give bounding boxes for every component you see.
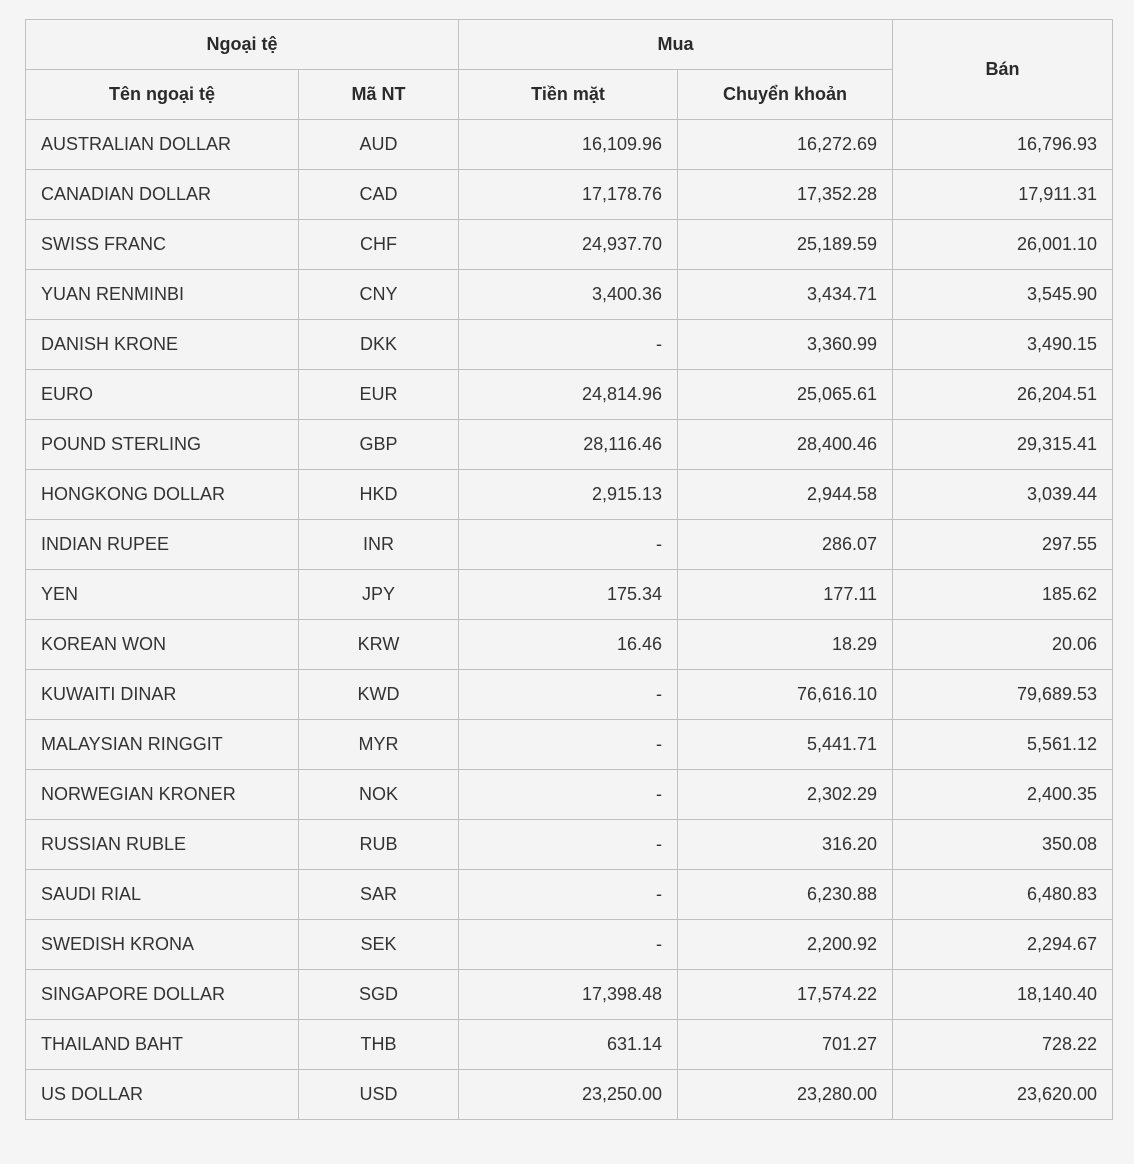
currency-name-cell: NORWEGIAN KRONER xyxy=(26,770,299,820)
cash-buy-cell: 2,915.13 xyxy=(459,470,678,520)
cash-buy-cell: 23,250.00 xyxy=(459,1070,678,1120)
transfer-buy-cell: 177.11 xyxy=(678,570,893,620)
transfer-buy-cell: 2,302.29 xyxy=(678,770,893,820)
cash-buy-cell: - xyxy=(459,670,678,720)
currency-code-cell: EUR xyxy=(299,370,459,420)
currency-code-cell: INR xyxy=(299,520,459,570)
cash-buy-cell: 17,398.48 xyxy=(459,970,678,1020)
table-row xyxy=(26,320,1113,370)
transfer-buy-cell: 701.27 xyxy=(678,1020,893,1070)
currency-name-cell: YUAN RENMINBI xyxy=(26,270,299,320)
cash-buy-cell: - xyxy=(459,770,678,820)
currency-code-cell: USD xyxy=(299,1070,459,1120)
currency-code-cell: NOK xyxy=(299,770,459,820)
sell-cell: 26,204.51 xyxy=(893,370,1113,420)
sell-cell: 3,545.90 xyxy=(893,270,1113,320)
transfer-buy-cell: 28,400.46 xyxy=(678,420,893,470)
currency-code-cell: RUB xyxy=(299,820,459,870)
exchange-rates-table xyxy=(25,19,1113,1120)
sell-cell: 728.22 xyxy=(893,1020,1113,1070)
sell-cell: 79,689.53 xyxy=(893,670,1113,720)
cash-buy-cell: 175.34 xyxy=(459,570,678,620)
cash-buy-cell: - xyxy=(459,320,678,370)
currency-code-cell: KRW xyxy=(299,620,459,670)
rates-table-body xyxy=(26,120,1113,1120)
sell-cell: 297.55 xyxy=(893,520,1113,570)
transfer-buy-cell: 17,574.22 xyxy=(678,970,893,1020)
currency-name-cell: KOREAN WON xyxy=(26,620,299,670)
table-row xyxy=(26,820,1113,870)
currency-code-cell: DKK xyxy=(299,320,459,370)
currency-name-cell: SWISS FRANC xyxy=(26,220,299,270)
transfer-buy-cell: 5,441.71 xyxy=(678,720,893,770)
sell-cell: 26,001.10 xyxy=(893,220,1113,270)
cash-buy-cell: 24,814.96 xyxy=(459,370,678,420)
currency-name-cell: INDIAN RUPEE xyxy=(26,520,299,570)
sell-cell: 185.62 xyxy=(893,570,1113,620)
table-row xyxy=(26,370,1113,420)
currency-group-header: Ngoại tệ xyxy=(26,20,459,70)
currency-code-header: Mã NT xyxy=(299,70,459,120)
transfer-buy-cell: 286.07 xyxy=(678,520,893,570)
currency-name-cell: SWEDISH KRONA xyxy=(26,920,299,970)
cash-buy-header: Tiền mặt xyxy=(459,70,678,120)
table-row xyxy=(26,670,1113,720)
transfer-buy-cell: 17,352.28 xyxy=(678,170,893,220)
currency-name-cell: EURO xyxy=(26,370,299,420)
cash-buy-cell: 16,109.96 xyxy=(459,120,678,170)
cash-buy-cell: 16.46 xyxy=(459,620,678,670)
table-header xyxy=(26,20,1113,120)
table-row xyxy=(26,1020,1113,1070)
transfer-buy-cell: 316.20 xyxy=(678,820,893,870)
table-row xyxy=(26,520,1113,570)
currency-code-cell: SAR xyxy=(299,870,459,920)
cash-buy-cell: - xyxy=(459,920,678,970)
sell-cell: 20.06 xyxy=(893,620,1113,670)
cash-buy-cell: 24,937.70 xyxy=(459,220,678,270)
table-row xyxy=(26,120,1113,170)
sell-cell: 350.08 xyxy=(893,820,1113,870)
currency-code-cell: THB xyxy=(299,1020,459,1070)
currency-name-cell: DANISH KRONE xyxy=(26,320,299,370)
currency-code-cell: SEK xyxy=(299,920,459,970)
transfer-buy-cell: 25,065.61 xyxy=(678,370,893,420)
currency-code-cell: CNY xyxy=(299,270,459,320)
table-row xyxy=(26,220,1113,270)
table-row xyxy=(26,170,1113,220)
sell-cell: 3,039.44 xyxy=(893,470,1113,520)
currency-code-cell: AUD xyxy=(299,120,459,170)
cash-buy-cell: - xyxy=(459,870,678,920)
sell-cell: 2,294.67 xyxy=(893,920,1113,970)
cash-buy-cell: 28,116.46 xyxy=(459,420,678,470)
currency-code-cell: CHF xyxy=(299,220,459,270)
table-row xyxy=(26,920,1113,970)
header-group-row xyxy=(26,20,1113,70)
currency-code-cell: KWD xyxy=(299,670,459,720)
currency-name-cell: AUSTRALIAN DOLLAR xyxy=(26,120,299,170)
table-row xyxy=(26,270,1113,320)
currency-code-cell: SGD xyxy=(299,970,459,1020)
sell-cell: 3,490.15 xyxy=(893,320,1113,370)
table-row xyxy=(26,620,1113,670)
currency-name-cell: POUND STERLING xyxy=(26,420,299,470)
cash-buy-cell: 631.14 xyxy=(459,1020,678,1070)
sell-cell: 23,620.00 xyxy=(893,1070,1113,1120)
sell-cell: 18,140.40 xyxy=(893,970,1113,1020)
sell-cell: 5,561.12 xyxy=(893,720,1113,770)
currency-code-cell: CAD xyxy=(299,170,459,220)
currency-name-cell: THAILAND BAHT xyxy=(26,1020,299,1070)
currency-name-cell: HONGKONG DOLLAR xyxy=(26,470,299,520)
transfer-buy-cell: 3,434.71 xyxy=(678,270,893,320)
currency-name-header: Tên ngoại tệ xyxy=(26,70,299,120)
currency-name-cell: MALAYSIAN RINGGIT xyxy=(26,720,299,770)
currency-code-cell: HKD xyxy=(299,470,459,520)
currency-name-cell: SINGAPORE DOLLAR xyxy=(26,970,299,1020)
sell-header: Bán xyxy=(893,20,1113,120)
currency-name-cell: SAUDI RIAL xyxy=(26,870,299,920)
currency-code-cell: GBP xyxy=(299,420,459,470)
table-row xyxy=(26,870,1113,920)
currency-name-cell: YEN xyxy=(26,570,299,620)
transfer-buy-cell: 25,189.59 xyxy=(678,220,893,270)
table-row xyxy=(26,970,1113,1020)
cash-buy-cell: - xyxy=(459,720,678,770)
cash-buy-cell: 3,400.36 xyxy=(459,270,678,320)
cash-buy-cell: - xyxy=(459,820,678,870)
transfer-buy-cell: 6,230.88 xyxy=(678,870,893,920)
table-row xyxy=(26,720,1113,770)
table-row xyxy=(26,1070,1113,1120)
transfer-buy-cell: 16,272.69 xyxy=(678,120,893,170)
sell-cell: 2,400.35 xyxy=(893,770,1113,820)
cash-buy-cell: - xyxy=(459,520,678,570)
transfer-buy-cell: 76,616.10 xyxy=(678,670,893,720)
currency-code-cell: JPY xyxy=(299,570,459,620)
table-row xyxy=(26,770,1113,820)
sell-cell: 17,911.31 xyxy=(893,170,1113,220)
table-row xyxy=(26,420,1113,470)
currency-name-cell: US DOLLAR xyxy=(26,1070,299,1120)
table-row xyxy=(26,570,1113,620)
transfer-buy-cell: 2,944.58 xyxy=(678,470,893,520)
transfer-buy-header: Chuyển khoản xyxy=(678,70,893,120)
sell-cell: 16,796.93 xyxy=(893,120,1113,170)
transfer-buy-cell: 23,280.00 xyxy=(678,1070,893,1120)
currency-code-cell: MYR xyxy=(299,720,459,770)
currency-name-cell: KUWAITI DINAR xyxy=(26,670,299,720)
buy-group-header: Mua xyxy=(459,20,893,70)
transfer-buy-cell: 3,360.99 xyxy=(678,320,893,370)
transfer-buy-cell: 18.29 xyxy=(678,620,893,670)
currency-name-cell: CANADIAN DOLLAR xyxy=(26,170,299,220)
currency-name-cell: RUSSIAN RUBLE xyxy=(26,820,299,870)
table-row xyxy=(26,470,1113,520)
transfer-buy-cell: 2,200.92 xyxy=(678,920,893,970)
cash-buy-cell: 17,178.76 xyxy=(459,170,678,220)
sell-cell: 29,315.41 xyxy=(893,420,1113,470)
sell-cell: 6,480.83 xyxy=(893,870,1113,920)
